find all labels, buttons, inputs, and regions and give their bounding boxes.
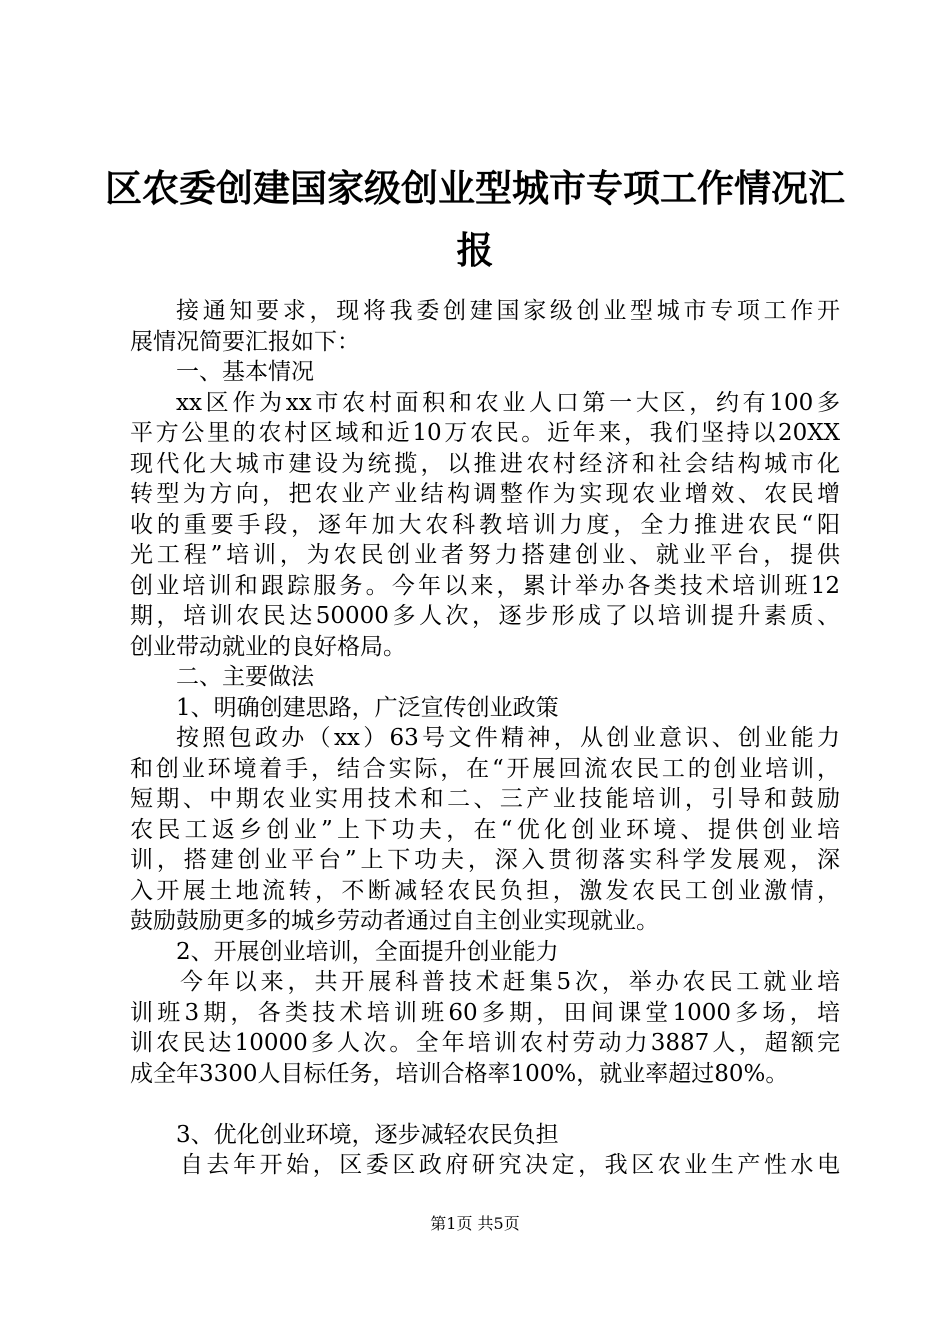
section-heading: 二、主要做法 [176, 664, 314, 690]
paragraph-line: 今年以来，共开展科普技术赶集5次，举办农民工就业培 [180, 969, 840, 995]
paragraph-line: 现代化大城市建设为统揽，以推进农村经济和社会结构城市化 [130, 450, 840, 477]
paragraph-line: 收的重要手段，逐年加大农科教培训力度，全力推进农民“阳 [130, 511, 840, 538]
paragraph-spacer [130, 1089, 840, 1120]
paragraph-line: 平方公里的农村区域和近10万农民。近年来，我们坚持以20XX [130, 420, 840, 446]
subsection-heading: 2、开展创业培训，全面提升创业能力 [176, 938, 559, 965]
paragraph-line: 光工程”培训，为农民创业者努力搭建创业、就业平台，提供 [130, 542, 840, 568]
subsection-heading: 1、明确创建思路，广泛宣传创业政策 [176, 694, 559, 721]
paragraph-line: xx区作为xx市农村面积和农业人口第一大区，约有100多 [176, 389, 840, 416]
paragraph-line: 成全年3300人目标任务，培训合格率100%，就业率超过80%。 [130, 1060, 789, 1087]
paragraph-line: 展情况简要汇报如下： [130, 328, 360, 355]
paragraph-line: 入开展土地流转，不断减轻农民负担，激发农民工创业激情， [130, 877, 840, 904]
paragraph-line: 鼓励鼓励更多的城乡劳动者通过自主创业实现就业。 [130, 908, 659, 934]
paragraph-line: 期，培训农民达50000多人次，逐步形成了以培训提升素质、 [130, 603, 840, 629]
paragraph-line: 训班3期，各类技术培训班60多期，田间课堂1000多场，培 [130, 999, 840, 1026]
paragraph-line: 和创业环境着手，结合实际，在“开展回流农民工的创业培训， [130, 755, 840, 782]
paragraph-line: 转型为方向，把农业产业结构调整作为实现农业增效、农民增 [130, 481, 840, 507]
document-body [130, 296, 840, 1181]
section-heading: 一、基本情况 [176, 359, 314, 385]
paragraph-line: 按照包政办（xx）63号文件精神，从创业意识、创业能力 [176, 725, 840, 751]
paragraph-line: 农民工返乡创业”上下功夫，在“优化创业环境、提供创业培 [130, 816, 840, 843]
paragraph-line: 短期、中期农业实用技术和二、三产业技能培训，引导和鼓励 [130, 786, 840, 812]
paragraph-line: 接通知要求，现将我委创建国家级创业型城市专项工作开 [176, 298, 840, 324]
paragraph-line: 训，搭建创业平台”上下功夫，深入贯彻落实科学发展观，深 [130, 847, 840, 873]
paragraph-line: 创业培训和跟踪服务。今年以来，累计举办各类技术培训班12 [130, 572, 840, 599]
page-number-footer: 第1页 共5页 [430, 1214, 520, 1233]
paragraph-line: 创业带动就业的良好格局。 [130, 633, 406, 660]
subsection-heading: 3、优化创业环境，逐步减轻农民负担 [176, 1121, 559, 1148]
paragraph-line: 自去年开始，区委区政府研究决定，我区农业生产性水电 [180, 1152, 840, 1178]
document-title-line-2: 报 [456, 228, 494, 272]
document-title-line-1: 区农委创建国家级创业型城市专项工作情况汇 [105, 166, 845, 210]
paragraph-line: 训农民达10000多人次。全年培训农村劳动力3887人，超额完 [130, 1030, 840, 1056]
